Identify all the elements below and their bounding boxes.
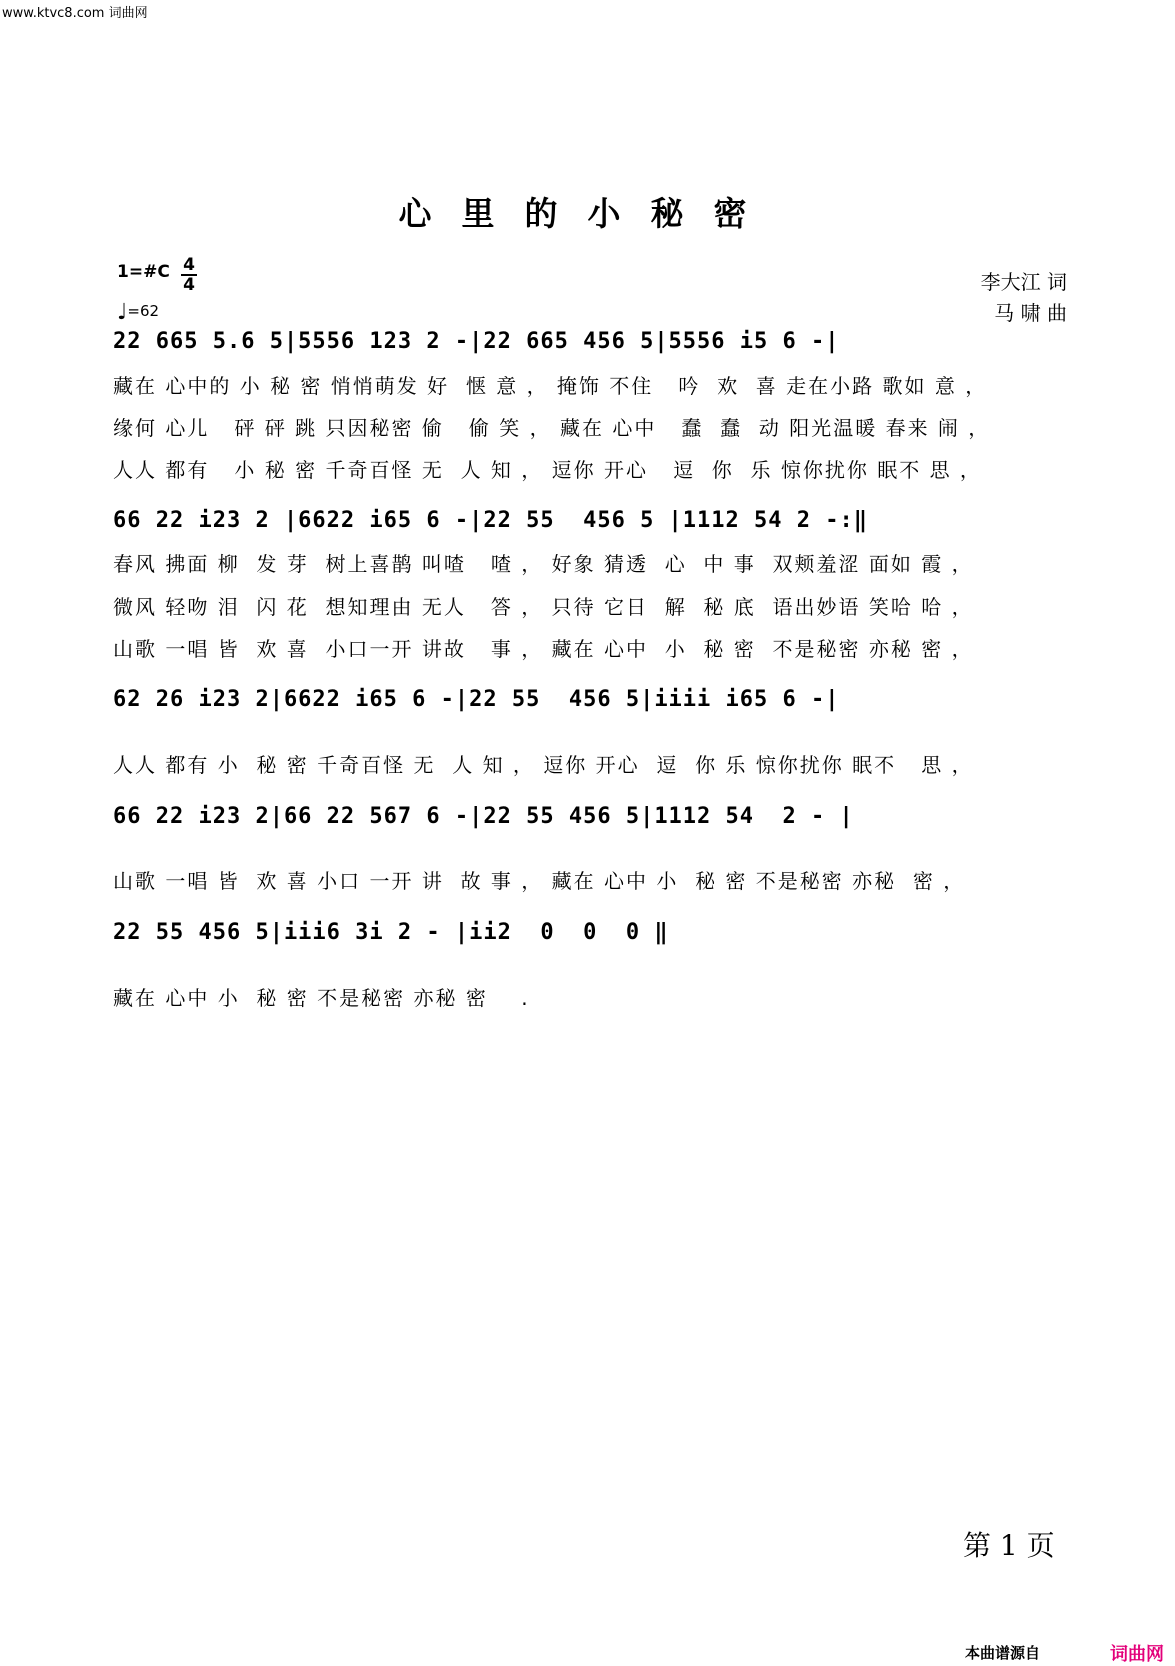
page-number: 第 1 页 [963, 1529, 1055, 1562]
lyric-2-1: 春风 拂面 柳 发 芽 树上喜鹊 叫喳 喳 ， 好象 猜透 心 中 事 双颊羞涩 面如 霞 ， [113, 552, 974, 576]
lyric-2-3: 山歌 一唱 皆 欢 喜 小口一开 讲故 事 ， 藏在 心中 小 秘 密 不是秘密 亦秘 密 ， [113, 637, 974, 661]
lyric-1-3: 人人 都有 小 秘 密 千奇百怪 无 人 知 ， 逗你 开心 逗 你 乐 惊你扰你 眠不 思 ， [113, 458, 982, 482]
lyric-2-2: 微风 轻吻 泪 闪 花 想知理由 无人 答 ， 只待 它日 解 秘 底 语出妙语 笑哈 哈 ， [113, 595, 974, 619]
quarter-note-icon: ♩ [117, 300, 128, 325]
score-line-4: 66 22 i23 2|66 22 567 6 -|22 55 456 5|1112 54 2 - | [113, 804, 854, 829]
time-bottom: 4 [183, 275, 195, 295]
source-note: 本曲谱源自 [965, 1644, 1041, 1662]
page-title: 心里的小秘密 [398, 194, 777, 233]
lyric-1-2: 缘何 心儿 砰 砰 跳 只因秘密 偷 偷 笑 ， 藏在 心中 蠢 蠢 动 阳光温暖 春来 闹 ， [113, 416, 991, 440]
time-top: 4 [183, 255, 195, 275]
lyric-1-1: 藏在 心中的 小 秘 密 悄悄萌发 好 惬 意 ， 掩饰 不住 吟 欢 喜 走在小路 歌如 意 ， [113, 374, 988, 398]
score-line-2: 66 22 i23 2 |6622 i65 6 -|22 55 456 5 |1112 54 2 -:‖ [113, 508, 868, 533]
tempo-marking [117, 300, 159, 325]
time-signature [181, 257, 197, 293]
site-watermark: www.ktvc8.com 词曲网 [2, 6, 148, 21]
site-logo: 词曲网 [1110, 1644, 1164, 1665]
lyricist: 李大江 词 [980, 270, 1067, 294]
lyric-4-1: 山歌 一唱 皆 欢 喜 小口 一开 讲 故 事 ， 藏在 心中 小 秘 密 不是秘密 亦秘 密 ， [113, 869, 966, 893]
lyric-5-1: 藏在 心中 小 秘 密 不是秘密 亦秘 密 . [113, 986, 530, 1010]
lyric-3-1: 人人 都有 小 秘 密 千奇百怪 无 人 知 ， 逗你 开心 逗 你 乐 惊你扰你 眠不 思 ， [113, 753, 974, 777]
score-line-5: 22 55 456 5|iii6 3i 2 - |ii2 0 0 0 ‖ [113, 920, 669, 945]
score-line-3: 62 26 i23 2|6622 i65 6 -|22 55 456 5|iiii i65 6 -| [113, 687, 840, 712]
key-signature: 1=#C [117, 262, 170, 282]
tempo-value: =62 [127, 302, 160, 320]
composer: 马 啸 曲 [994, 301, 1067, 325]
score-line-1: 22 665 5.6 5|5556 123 2 -|22 665 456 5|5556 i5 6 -| [113, 329, 840, 354]
